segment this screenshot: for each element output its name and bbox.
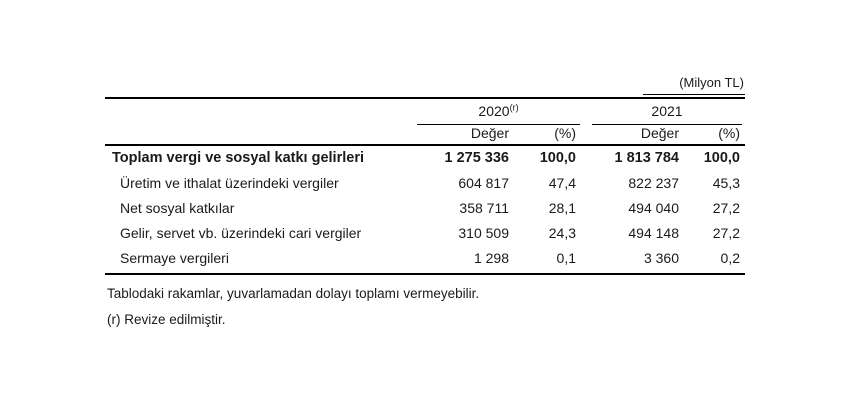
year-2021-label: 2021 — [651, 103, 683, 119]
statistics-sheet — [105, 74, 745, 336]
subheader-value-2021: Değer — [640, 125, 679, 141]
value-2021: 822 237 — [628, 175, 679, 191]
percent-2020: 47,4 — [548, 175, 576, 191]
row-label: Sermaye vergileri — [120, 250, 229, 266]
subheader-value-2020: Değer — [470, 125, 509, 141]
percent-2020: 24,3 — [548, 225, 576, 241]
subheader-row — [105, 125, 745, 146]
percent-2021: 27,2 — [712, 225, 740, 241]
percent-2021: 100,0 — [703, 150, 740, 166]
value-2020: 1 298 — [473, 250, 509, 266]
value-2021: 494 040 — [628, 200, 679, 216]
percent-2020: 0,1 — [556, 250, 576, 266]
subheader-percent-2020: (%) — [554, 125, 576, 141]
subheader-percent-2021: (%) — [718, 125, 740, 141]
year-2020-label: 2020 — [478, 103, 510, 119]
percent-2020: 28,1 — [548, 200, 576, 216]
percent-2021: 27,2 — [712, 200, 740, 216]
table-row — [105, 246, 745, 271]
percent-2020: 100,0 — [539, 150, 576, 166]
column-group-2020 — [417, 99, 580, 125]
row-label: Toplam vergi ve sosyal katkı gelirleri — [112, 150, 364, 166]
value-2020: 310 509 — [458, 225, 509, 241]
footnote-revision: (r) Revize edilmiştir. — [107, 312, 226, 327]
value-2021: 1 813 784 — [614, 150, 679, 166]
row-label: Net sosyal katkılar — [120, 200, 235, 216]
table-row — [105, 171, 745, 196]
percent-2021: 0,2 — [720, 250, 740, 266]
footnote-rounding: Tablodaki rakamlar, yuvarlamadan dolayı toplamı vermeyebilir. — [107, 286, 480, 301]
value-2020: 1 275 336 — [444, 150, 509, 166]
tax-revenue-table — [105, 97, 745, 275]
table-body — [105, 146, 745, 275]
table-row — [105, 146, 745, 171]
unit-row — [105, 74, 745, 97]
column-group-2021 — [592, 99, 742, 125]
table-row — [105, 221, 745, 246]
value-2020: 358 711 — [459, 200, 509, 216]
year-group-header-row — [105, 99, 745, 125]
unit-label: (Milyon TL) — [643, 74, 745, 95]
subheader-empty — [105, 141, 410, 144]
value-2020: 604 817 — [458, 175, 509, 191]
table-row — [105, 196, 745, 221]
value-2021: 3 360 — [643, 250, 679, 266]
percent-2021: 45,3 — [712, 175, 740, 191]
row-label: Üretim ve ithalat üzerindeki vergiler — [120, 175, 339, 191]
year-2020-superscript: (r) — [509, 102, 519, 113]
footnotes — [105, 275, 745, 329]
row-label: Gelir, servet vb. üzerindeki cari vergiler — [120, 225, 362, 241]
value-2021: 494 148 — [628, 225, 679, 241]
